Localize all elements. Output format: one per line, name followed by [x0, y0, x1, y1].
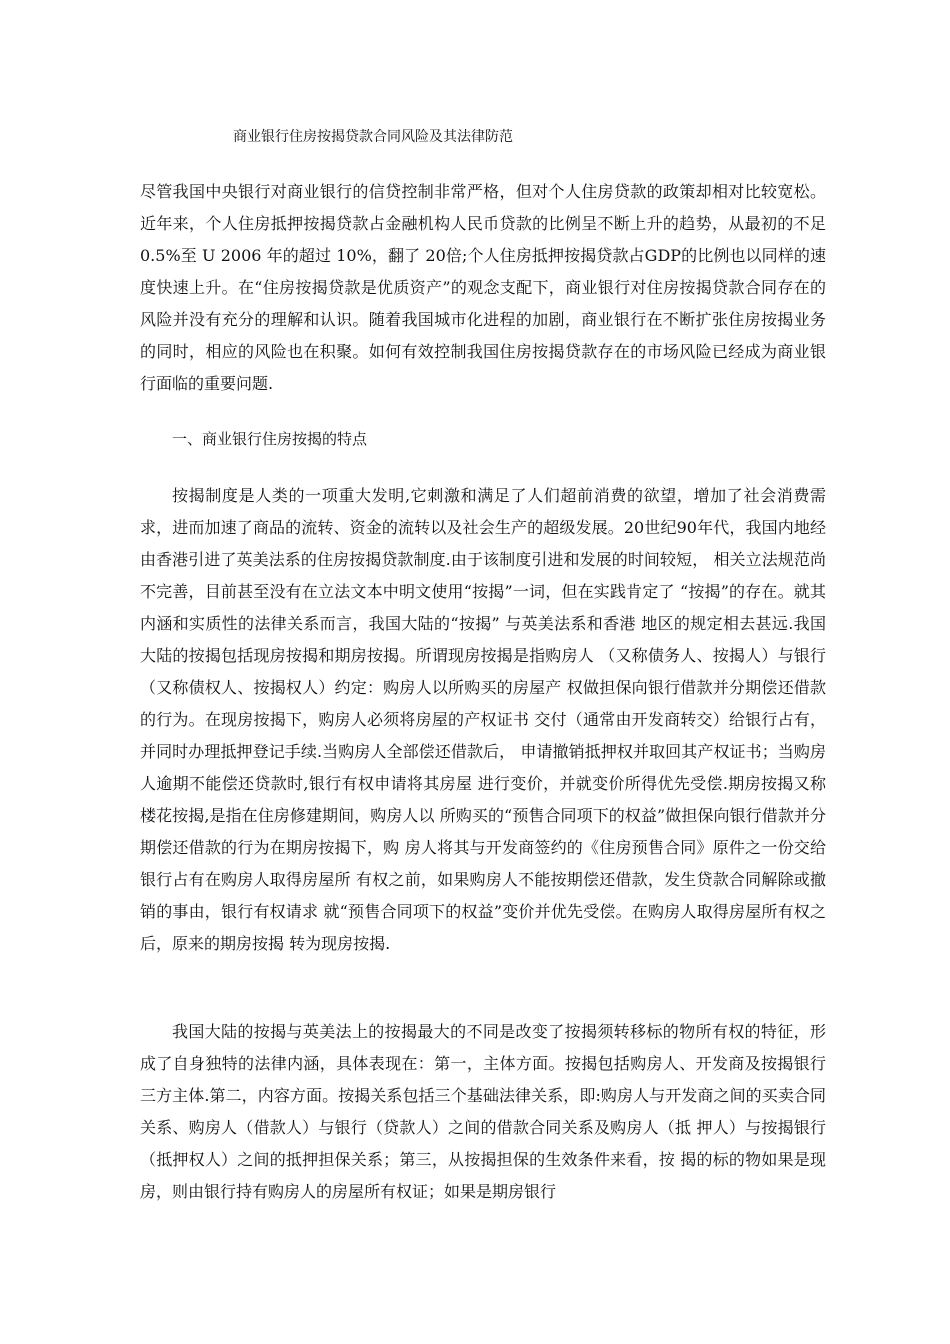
- document-title: 商业银行住房按揭贷款合同风险及其法律防范: [233, 129, 513, 145]
- intro-paragraph: 尽管我国中央银行对商业银行的信贷控制非常严格，但对个人住房贷款的政策却相对比较宽松。近年来，个人住房抵押按揭贷款占金融机构人民币贷款的比例呈不断上升的趋势，从最初的不足 0.5%至 U 2006 年的超过 10%，翻了 20倍;个人住房抵押按揭贷款占GDP的比例也以同样的速度快速上升。在“住房按揭贷款是优质资产”的观念支配下，商业银行对住房按揭贷款合同存在的风险并没有充分的理解和认识。随着我国城市化进程的加剧，商业银行在不断扩张住房按揭业务的同时，相应的风险也在积聚。如何有效控制我国住房按揭贷款存在的市场风险已经成为商业银行面临的重要问题.: [140, 182, 826, 393]
- body-paragraph-1: 按揭制度是人类的一项重大发明,它刺激和满足了人们超前消费的欲望，增加了社会消费需求，进而加速了商品的流转、资金的流转以及社会生产的超级发展。20世纪90年代，我国内地经由香港引进了英美法系的住房按揭贷款制度.由于该制度引进和发展的时间较短， 相关立法规范尚不完善，目前甚至没有在立法文本中明文使用“按揭”一词，但在实践肯定了 “按揭”的存在。就其内涵和实质性的法律关系而言，我国大陆的“按揭” 与英美法系和香港 地区的规定相去甚远.我国大陆的按揭包括现房按揭和期房按揭。所谓现房按揭是指购房人 （又称债务人、按揭人）与银行（又称债权人、按揭权人）约定：购房人以所购买的房屋产 权做担保向银行借款并分期偿还借款的行为。在现房按揭下，购房人必须将房屋的产权证书 交付（通常由开发商转交）给银行占有，并同时办理抵押登记手续.当购房人全部偿还借款后， 申请撤销抵押权并取回其产权证书；当购房人逾期不能偿还贷款时,银行有权申请将其房屋 进行变价，并就变价所得优先受偿.期房按揭又称楼花按揭,是指在住房修建期间，购房人以 所购买的“预售合同项下的权益”做担保向银行借款并分期偿还借款的行为在期房按揭下，购 房人将其与开发商签约的《住房预售合同》原件之一份交给银行占有在购房人取得房屋所 有权之前，如果购房人不能按期偿还借款，发生贷款合同解除或撤销的事由，银行有权请求 就“预售合同项下的权益”变价并优先受偿。在购房人取得房屋所有权之后，原来的期房按揭 转为现房按揭.: [140, 486, 826, 953]
- body-paragraph-2: 我国大陆的按揭与英美法上的按揭最大的不同是改变了按揭须转移标的物所有权的特征，形成了自身独特的法律内涵，具体表现在：第一，主体方面。按揭包括购房人、开发商及按揭银行三方主体.第二，内容方面。按揭关系包括三个基础法律关系，即:购房人与开发商之间的买卖合同关系、购房人（借款人）与银行（贷款人）之间的借款合同关系及购房人（抵 押人）与按揭银行（抵押权人）之间的抵押担保关系；第三，从按揭担保的生效条件来看，按 揭的标的物如果是现房，则由银行持有购房人的房屋所有权证；如果是期房银行: [140, 1022, 826, 1201]
- section-heading: 一、商业银行住房按揭的特点: [172, 430, 368, 448]
